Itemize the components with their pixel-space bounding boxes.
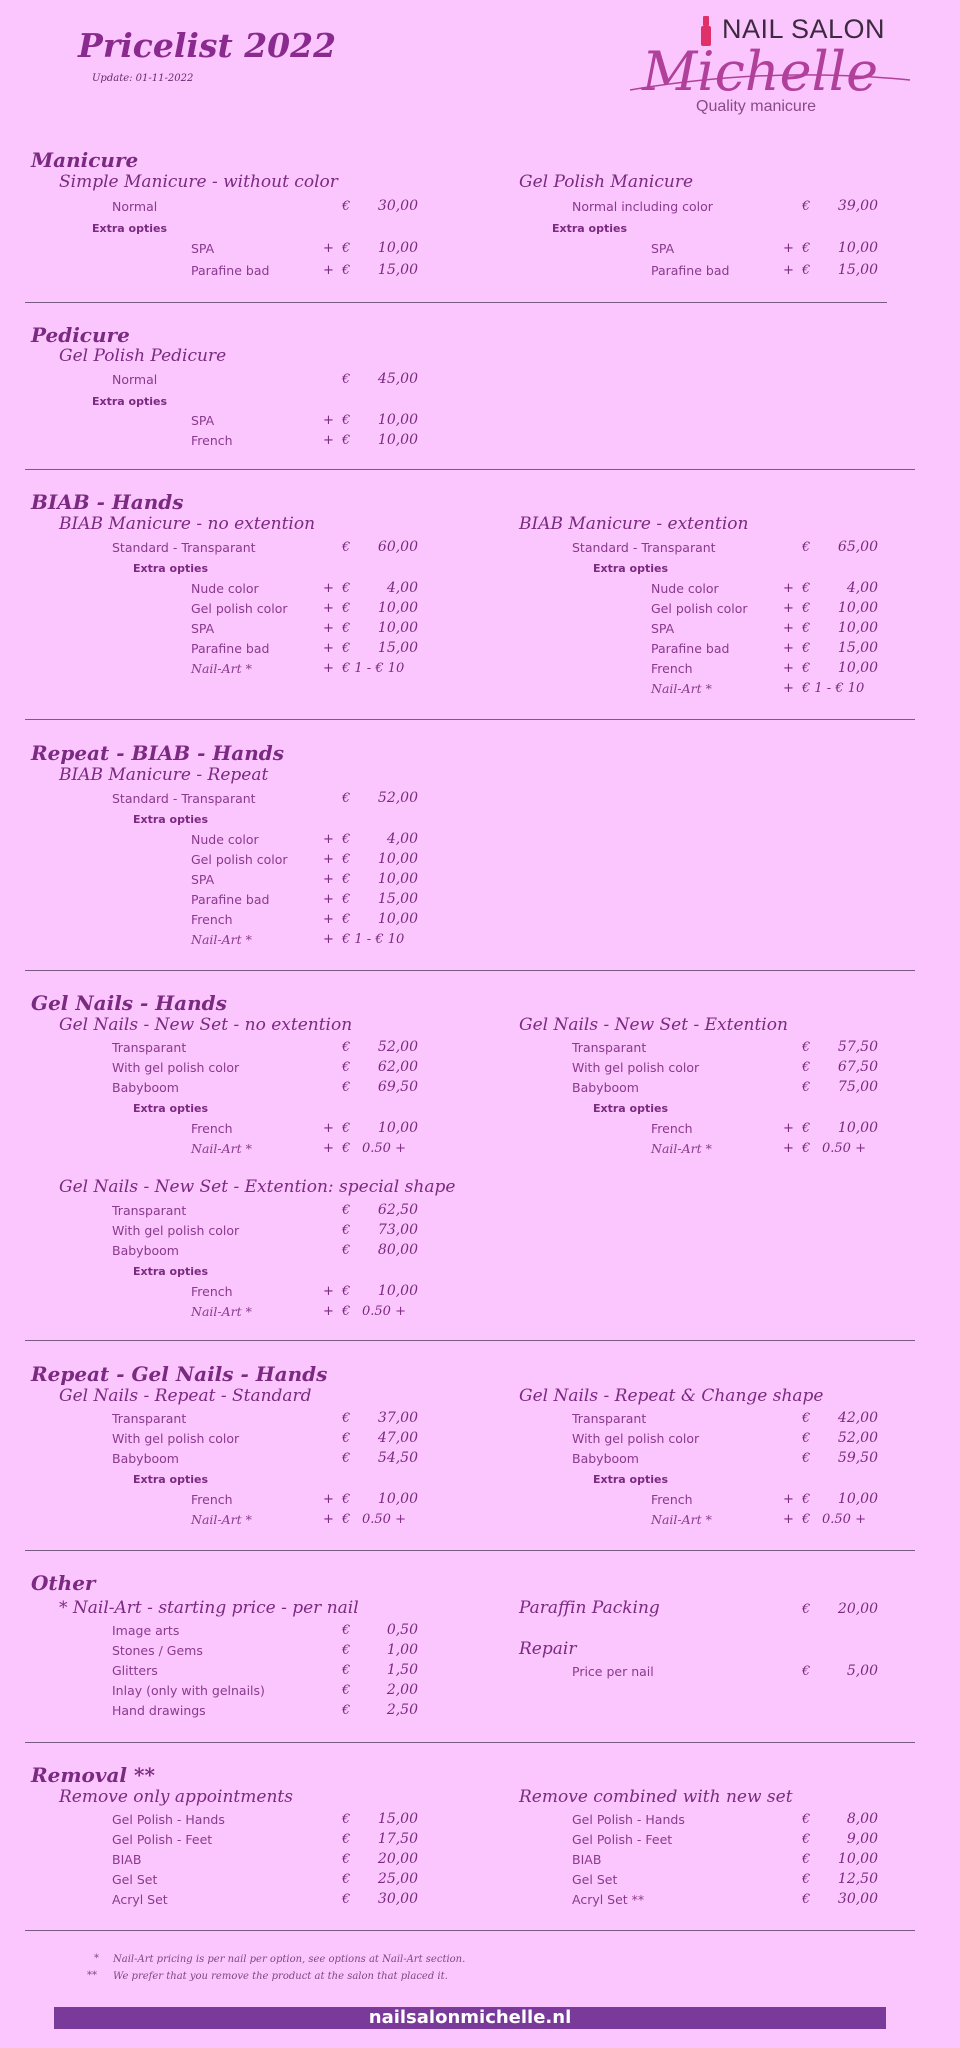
extra-options-label: Extra opties [552,222,628,235]
euro-sign: € [802,241,811,256]
item-label: Normal [112,372,158,387]
extra-options-label: Extra opties [593,1102,669,1115]
item-label: With gel polish color [572,1060,700,1075]
euro-sign: € [802,1040,811,1055]
section-title-gel-nails: Gel Nails - Hands [31,991,227,1015]
euro-sign: € [802,1411,811,1426]
euro-sign: € [802,1451,811,1466]
item-price: 0.50 + [362,1304,406,1319]
euro-sign: € [342,1080,351,1095]
subsection-nail-art: * Nail-Art - starting price - per nail [59,1598,359,1618]
item-label: SPA [191,241,215,256]
euro-sign: € [342,413,351,428]
section-title-repeat-gel: Repeat - Gel Nails - Hands [31,1362,328,1386]
euro-sign: € [342,1431,351,1446]
euro-sign: € [342,1832,351,1847]
euro-sign: € [802,1832,811,1847]
euro-sign: € [802,601,811,616]
item-label: SPA [191,872,215,887]
euro-sign: € [342,199,351,214]
euro-sign: € [342,1121,351,1136]
item-price: 1,50 [386,1662,418,1678]
item-price: 8,00 [846,1811,878,1827]
divider [25,719,915,720]
item-label: Parafine bad [191,263,270,278]
euro-sign: € [802,1892,811,1907]
item-price: 30,00 [837,1891,878,1907]
divider [25,1550,915,1551]
euro-sign: € [802,661,811,676]
item-label: Transparant [572,1040,647,1055]
plus-sign: + [783,681,794,696]
plus-sign: + [323,912,334,927]
euro-sign: € [342,621,351,636]
logo-top-text: NAIL SALON [722,14,886,44]
item-label: Babyboom [112,1243,179,1258]
plus-sign: + [323,1284,334,1299]
divider [25,1930,915,1931]
plus-sign: + [783,1512,794,1527]
item-price: 10,00 [377,1491,418,1507]
item-price: 4,00 [386,831,418,847]
plus-sign: + [783,641,794,656]
extra-options-label: Extra opties [133,562,209,575]
item-price: 10,00 [837,1851,878,1867]
euro-sign: € [802,621,811,636]
item-price: 10,00 [837,620,878,636]
euro-sign: € [342,852,351,867]
item-label: Nail-Art * [651,1141,712,1156]
euro-sign: € [342,1223,351,1238]
item-label: Transparant [112,1411,187,1426]
page-title: Pricelist 2022 [78,26,337,65]
item-label: Price per nail [572,1664,654,1679]
euro-sign: € [342,1284,351,1299]
item-label: SPA [651,621,675,636]
extra-options-label: Extra opties [133,1102,209,1115]
item-price: 30,00 [377,1891,418,1907]
item-label: Gel polish color [191,852,288,867]
euro-sign: € [342,1411,351,1426]
euro-sign: € [802,1492,811,1507]
euro-sign: € [342,372,351,387]
plus-sign: + [323,872,334,887]
euro-sign: € [802,263,811,278]
euro-sign: € [342,263,351,278]
item-price: 37,00 [377,1410,418,1426]
item-price: 52,00 [377,1039,418,1055]
item-label: Image arts [112,1623,180,1638]
item-price: 10,00 [377,412,418,428]
euro-sign: € [342,241,351,256]
plus-sign: + [783,1492,794,1507]
item-price: 65,00 [837,539,878,555]
plus-sign: + [323,1492,334,1507]
subsection-remove-combined: Remove combined with new set [519,1787,793,1807]
item-price: 15,00 [377,640,418,656]
item-label: French [191,912,233,927]
item-label: Gel Polish - Feet [572,1832,673,1847]
item-label: Gel Polish - Feet [112,1832,213,1847]
item-label: Nude color [191,832,259,847]
item-price: 10,00 [837,1491,878,1507]
euro-sign: € [802,1852,811,1867]
plus-sign: + [783,601,794,616]
item-label: Hand drawings [112,1703,206,1718]
extra-options-label: Extra opties [593,1473,669,1486]
item-label: SPA [191,621,215,636]
euro-sign: € [802,1872,811,1887]
euro-sign: € [342,1663,351,1678]
item-label: Nail-Art * [191,1304,252,1319]
item-price: 15,00 [377,891,418,907]
item-price: 10,00 [377,851,418,867]
item-label: Gel Polish - Hands [112,1812,225,1827]
euro-sign: € [802,1060,811,1075]
euro-sign: € [802,1141,811,1156]
divider [25,302,887,303]
extra-options-label: Extra opties [133,813,209,826]
subsection-gel-new-no-extention: Gel Nails - New Set - no extention [59,1015,353,1035]
logo-swoosh-icon [620,70,920,94]
plus-sign: + [323,1121,334,1136]
item-price: 15,00 [377,262,418,278]
euro-sign: € [342,892,351,907]
subsection-biab-extention: BIAB Manicure - extention [519,514,749,534]
item-price: 10,00 [377,1283,418,1299]
item-label: With gel polish color [572,1431,700,1446]
item-label: Gel polish color [191,601,288,616]
euro-sign: € [342,1040,351,1055]
item-label: Gel Polish - Hands [572,1812,685,1827]
item-label: Acryl Set [112,1892,168,1907]
item-label: Nail-Art * [191,1512,252,1527]
euro-sign: € [802,1664,811,1679]
item-price: 0.50 + [362,1512,406,1527]
item-price: 47,00 [377,1430,418,1446]
euro-sign: € [802,581,811,596]
item-price: 45,00 [377,371,418,387]
item-label: Gel Set [572,1872,618,1887]
logo [620,12,920,122]
item-label: French [651,1121,693,1136]
item-label: French [651,661,693,676]
item-price: € 1 - € 10 [342,932,405,947]
item-label: SPA [651,241,675,256]
euro-sign: € [342,1812,351,1827]
item-label: Nail-Art * [191,661,252,676]
euro-sign: € [342,601,351,616]
item-price: 0.50 + [362,1141,406,1156]
item-price: 17,50 [377,1831,418,1847]
extra-options-label: Extra opties [92,222,168,235]
item-price: 59,50 [837,1450,878,1466]
plus-sign: + [783,263,794,278]
item-label: French [651,1492,693,1507]
item-label: With gel polish color [112,1431,240,1446]
euro-sign: € [342,872,351,887]
subsection-simple-manicure: Simple Manicure - without color [59,172,338,192]
extra-options-label: Extra opties [133,1265,209,1278]
item-label: Nude color [651,581,719,596]
plus-sign: + [323,1512,334,1527]
euro-sign: € [342,1512,351,1527]
item-label: Transparant [572,1411,647,1426]
divider [25,1340,915,1341]
item-price: 5,00 [846,1663,878,1679]
subsection-gel-repeat-standard: Gel Nails - Repeat - Standard [59,1386,312,1406]
item-price: 62,00 [377,1059,418,1075]
item-price: 10,00 [837,1120,878,1136]
euro-sign: € [802,1121,811,1136]
item-price: 52,00 [377,790,418,806]
item-price: 15,00 [837,262,878,278]
item-price: 73,00 [377,1222,418,1238]
item-label: With gel polish color [112,1060,240,1075]
item-price: 54,50 [377,1450,418,1466]
item-label: Glitters [112,1663,158,1678]
item-price: 9,00 [846,1831,878,1847]
item-label: Nude color [191,581,259,596]
item-price: 42,00 [837,1410,878,1426]
item-label: Gel Set [112,1872,158,1887]
subsection-biab-repeat: BIAB Manicure - Repeat [59,765,269,785]
extra-options-label: Extra opties [92,395,168,408]
section-title-other: Other [31,1571,96,1595]
euro-sign: € [342,1852,351,1867]
website-link[interactable]: nailsalonmichelle.nl [368,2007,572,2028]
section-title-pedicure: Pedicure [31,323,130,347]
item-price: 30,00 [377,198,418,214]
item-price: 0.50 + [822,1512,866,1527]
section-title-biab: BIAB - Hands [31,490,184,514]
plus-sign: + [323,241,334,256]
item-price: 15,00 [377,1811,418,1827]
item-price: 57,50 [837,1039,878,1055]
euro-sign: € [342,1872,351,1887]
euro-sign: € [342,1060,351,1075]
euro-sign: € [342,1643,351,1658]
euro-sign: € [342,641,351,656]
subsection-biab-no-extention: BIAB Manicure - no extention [59,514,316,534]
item-price: 2,00 [386,1682,418,1698]
item-price: 0.50 + [822,1141,866,1156]
item-label: Babyboom [572,1080,639,1095]
euro-sign: € [802,1602,811,1617]
item-price: 10,00 [377,240,418,256]
plus-sign: + [323,1141,334,1156]
item-price: 10,00 [377,600,418,616]
item-price: 25,00 [377,1871,418,1887]
item-label: French [191,433,233,448]
item-price: € 1 - € 10 [802,681,865,696]
item-label: Inlay (only with gelnails) [112,1683,265,1698]
extra-options-label: Extra opties [593,562,669,575]
item-label: Babyboom [112,1080,179,1095]
euro-sign: € [342,1492,351,1507]
plus-sign: + [783,621,794,636]
item-price: € 1 - € 10 [342,661,405,676]
plus-sign: + [783,241,794,256]
plus-sign: + [323,852,334,867]
plus-sign: + [323,892,334,907]
item-price: 12,50 [837,1871,878,1887]
item-label: Transparant [112,1203,187,1218]
item-price: 10,00 [377,432,418,448]
plus-sign: + [323,263,334,278]
section-title-removal: Removal ** [31,1763,155,1787]
euro-sign: € [802,540,811,555]
item-label: Parafine bad [191,641,270,656]
euro-sign: € [342,1451,351,1466]
item-label: Stones / Gems [112,1643,203,1658]
item-price: 80,00 [377,1242,418,1258]
euro-sign: € [802,641,811,656]
section-title-manicure: Manicure [31,148,139,172]
plus-sign: + [783,581,794,596]
update-date: Update: 01-11-2022 [92,73,194,84]
item-price: 15,00 [837,640,878,656]
item-label: Standard - Transparant [112,540,256,555]
plus-sign: + [323,581,334,596]
plus-sign: + [323,433,334,448]
euro-sign: € [342,912,351,927]
item-price: 2,50 [386,1702,418,1718]
item-label: Transparant [112,1040,187,1055]
euro-sign: € [342,1683,351,1698]
logo-tagline: Quality manicure [696,98,817,115]
plus-sign: + [323,641,334,656]
item-label: BIAB [112,1852,142,1867]
item-price: 75,00 [837,1079,878,1095]
plus-sign: + [783,1141,794,1156]
footnote-text: Nail-Art pricing is per nail per option, see options at Nail-Art section. [113,1954,466,1965]
item-label: Babyboom [112,1451,179,1466]
item-price: 60,00 [377,539,418,555]
item-label: Nail-Art * [651,1512,712,1527]
item-label: French [191,1284,233,1299]
item-price: 10,00 [837,660,878,676]
plus-sign: + [323,932,334,947]
divider [25,1742,915,1743]
euro-sign: € [342,1623,351,1638]
euro-sign: € [802,1512,811,1527]
footnote-marker: ** [87,1970,97,1981]
item-label: With gel polish color [112,1223,240,1238]
euro-sign: € [342,1703,351,1718]
plus-sign: + [323,601,334,616]
euro-sign: € [342,1304,351,1319]
item-label: Parafine bad [651,641,730,656]
subsection-gel-special-shape: Gel Nails - New Set - Extention: special shape [59,1177,456,1197]
subsection-gel-new-extention: Gel Nails - New Set - Extention [519,1015,788,1035]
plus-sign: + [783,661,794,676]
subsection-gel-repeat-change: Gel Nails - Repeat & Change shape [519,1386,824,1406]
item-price: 10,00 [377,911,418,927]
item-price: 52,00 [837,1430,878,1446]
item-price: 4,00 [846,580,878,596]
item-price: 69,50 [377,1079,418,1095]
item-price: 10,00 [377,871,418,887]
item-label: Nail-Art * [191,932,252,947]
item-label: French [191,1121,233,1136]
section-title-repeat-biab: Repeat - BIAB - Hands [31,741,285,765]
euro-sign: € [342,832,351,847]
item-label: Normal including color [572,199,713,214]
euro-sign: € [342,433,351,448]
plus-sign: + [323,832,334,847]
item-label: Standard - Transparant [572,540,716,555]
item-price: 10,00 [837,600,878,616]
plus-sign: + [323,413,334,428]
euro-sign: € [342,1203,351,1218]
plus-sign: + [323,1304,334,1319]
item-label: Normal [112,199,158,214]
divider [25,469,915,470]
item-label: French [191,1492,233,1507]
item-price: 0,50 [386,1622,418,1638]
euro-sign: € [802,199,811,214]
item-label: Gel polish color [651,601,748,616]
item-label: Acryl Set ** [572,1892,645,1907]
euro-sign: € [342,1243,351,1258]
item-price: 20,00 [377,1851,418,1867]
item-price: 10,00 [837,240,878,256]
item-price: 4,00 [386,580,418,596]
extra-options-label: Extra opties [133,1473,209,1486]
footnote-text: We prefer that you remove the product at the salon that placed it. [113,1971,448,1982]
item-label: Nail-Art * [191,1141,252,1156]
plus-sign: + [323,661,334,676]
subsection-repair: Repair [519,1639,577,1659]
plus-sign: + [783,1121,794,1136]
subsection-paraffin-packing: Paraffin Packing [519,1598,660,1618]
item-label: Parafine bad [191,892,270,907]
euro-sign: € [342,791,351,806]
item-price: 67,50 [837,1059,878,1075]
euro-sign: € [342,581,351,596]
item-price: 10,00 [377,620,418,636]
euro-sign: € [342,540,351,555]
euro-sign: € [802,1431,811,1446]
euro-sign: € [342,1892,351,1907]
item-price: 39,00 [837,198,878,214]
divider [25,970,915,971]
euro-sign: € [802,1080,811,1095]
item-label: BIAB [572,1852,602,1867]
euro-sign: € [802,1812,811,1827]
subsection-remove-only: Remove only appointments [59,1787,293,1807]
item-label: Babyboom [572,1451,639,1466]
item-price: 20,00 [837,1601,878,1617]
plus-sign: + [323,621,334,636]
item-label: Parafine bad [651,263,730,278]
item-label: Nail-Art * [651,681,712,696]
subsection-gel-polish-pedicure: Gel Polish Pedicure [59,346,227,366]
item-label: Standard - Transparant [112,791,256,806]
item-price: 1,00 [386,1642,418,1658]
item-price: 10,00 [377,1120,418,1136]
footer-website-bar[interactable] [54,2007,886,2029]
subsection-gel-polish-manicure: Gel Polish Manicure [519,172,694,192]
logo-name: Michelle [642,40,879,103]
item-label: SPA [191,413,215,428]
footnote-marker: * [94,1953,99,1964]
item-price: 62,50 [377,1202,418,1218]
euro-sign: € [342,1141,351,1156]
